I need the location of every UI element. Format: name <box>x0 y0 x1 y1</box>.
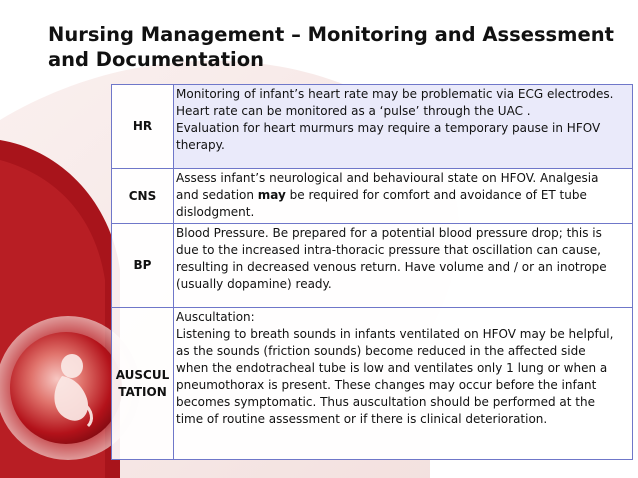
hr-line-1: Monitoring of infant’s heart rate may be problematic via ECG electrodes. <box>176 87 614 101</box>
row-label-bp: BP <box>112 224 174 308</box>
auscultation-label-line-1: AUSCUL <box>115 367 170 382</box>
slide-title-line-1: Nursing Management – Monitoring and Assessment <box>48 23 614 46</box>
auscultation-line-1: Auscultation: <box>176 310 255 324</box>
bp-line-3: resulting in decreased venous return. Have volume and / or an inotrope <box>176 260 607 274</box>
bp-line-2: due to the increased intra-thoracic pressure that oscillation can cause, <box>176 243 601 257</box>
hr-line-3: Evaluation for heart murmurs may require a temporary pause in HFOV <box>176 121 601 135</box>
slide-title-line-2: and Documentation <box>48 48 265 71</box>
row-label-hr: HR <box>112 85 174 169</box>
table-row-bp <box>112 224 633 308</box>
auscultation-line-3: as the sounds (friction sounds) become reduced in the affected side <box>176 344 586 358</box>
cns-emphasis-may: may <box>257 188 286 202</box>
auscultation-label-line-2: TATION <box>118 384 167 399</box>
table-row-cns <box>112 169 633 224</box>
assessment-table <box>111 84 633 460</box>
bp-line-4: (usually dopamine) ready. <box>176 277 332 291</box>
cns-line-2-post: be required for comfort and avoidance of ET tube <box>285 188 587 202</box>
cns-line-1: Assess infant’s neurological and behavioural state on HFOV. Analgesia <box>176 171 599 185</box>
auscultation-line-4: when the endotracheal tube is low and ventilates only 1 lung or when a <box>176 361 608 375</box>
slide-title <box>48 22 628 72</box>
auscultation-line-2: Listening to breath sounds in infants ventilated on HFOV may be helpful, <box>176 327 614 341</box>
bp-line-1: Blood Pressure. Be prepared for a potential blood pressure drop; this is <box>176 226 602 240</box>
row-text-bp <box>174 224 633 308</box>
table-row-hr <box>112 85 633 169</box>
row-text-hr <box>174 85 633 169</box>
hr-line-2: Heart rate can be monitored as a ‘pulse’ through the UAC . <box>176 104 531 118</box>
table-row-auscultation <box>112 308 633 460</box>
hr-line-4: therapy. <box>176 138 225 152</box>
cns-line-2-pre: and sedation <box>176 188 258 202</box>
cns-line-2 <box>176 187 630 204</box>
row-label-cns: CNS <box>112 169 174 224</box>
row-label-auscultation <box>112 308 174 460</box>
row-text-cns <box>174 169 633 224</box>
auscultation-line-5: pneumothorax is present. These changes may occur before the infant <box>176 378 597 392</box>
row-text-auscultation <box>174 308 633 460</box>
auscultation-line-6: becomes symptomatic. Thus auscultation should be performed at the <box>176 395 595 409</box>
cns-line-3: dislodgment. <box>176 205 255 219</box>
auscultation-line-7: time of routine assessment or if there is clinical deterioration. <box>176 412 548 426</box>
